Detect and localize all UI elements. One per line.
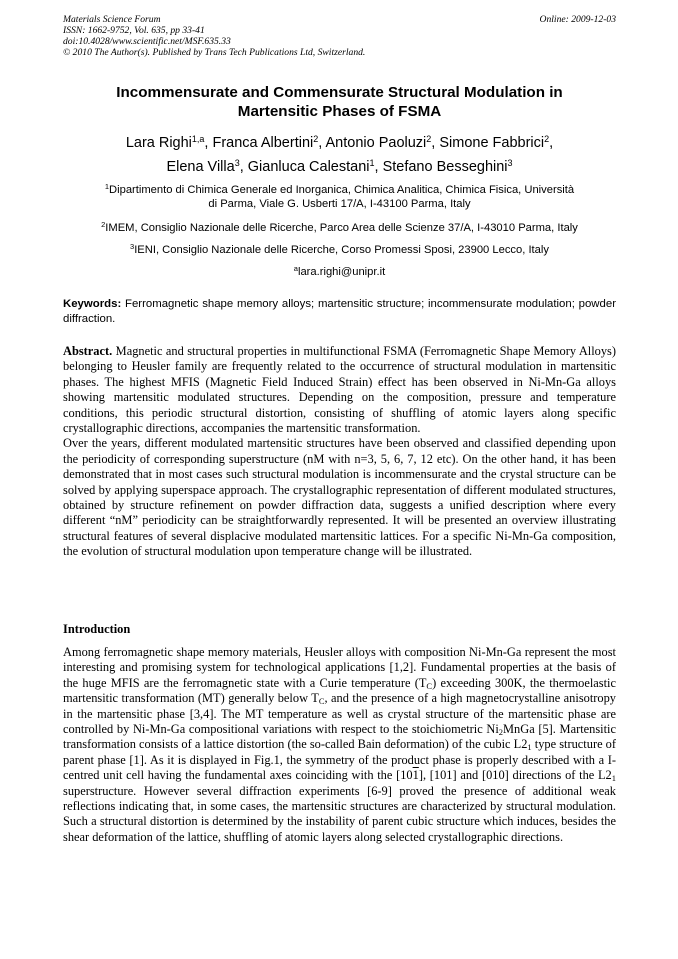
- author-sup: 2: [313, 134, 319, 144]
- affiliation-sup: a: [293, 264, 298, 273]
- copyright-line: © 2010 The Author(s). Published by Trans Tech Publications Ltd, Switzerland.: [63, 47, 366, 58]
- journal-name: Materials Science Forum: [63, 14, 161, 25]
- author-list: [63, 131, 616, 179]
- affiliation-sup: 1: [104, 182, 110, 191]
- email-text: lara.righi@unipr.it: [297, 266, 386, 278]
- affiliation-sup: 2: [101, 220, 106, 229]
- author-sup: 1,a: [191, 134, 205, 144]
- author-sup: 3: [507, 158, 513, 168]
- author-sup: 2: [544, 134, 550, 144]
- author-sup: 2: [426, 134, 432, 144]
- abstract-label: Abstract.: [63, 344, 113, 358]
- affiliation-text: di Parma, Viale G. Usberti 17/A, I-43100 Parma, Italy: [208, 198, 471, 210]
- author-name: Stefano Besseghini: [382, 159, 508, 175]
- paper-title: [63, 83, 616, 121]
- author-line: Lara Righi$^{1,a}$, Franca Albertini$^2$, Antonio Paoluzi$^2$, Simone Fabbrici$^2$,: [125, 134, 554, 151]
- overline-index: 1: [412, 768, 419, 783]
- author-name: Elena Villa: [166, 159, 235, 175]
- keywords-label: Keywords:: [63, 298, 122, 310]
- author-name: Simone Fabbrici: [439, 135, 545, 151]
- affiliation-2: [63, 221, 616, 235]
- author-name: Antonio Paoluzi: [325, 135, 427, 151]
- abstract-paragraph: Over the years, different modulated martensitic structures have been observed and classified depending upon the periodicity of corresponding superstructure (nM with n=3, 5, 6, 7, 12 etc). On the other hand, it has been demonstrated that in most cases such structural modulation is incommensurate and the crystal structure can be solved by applying superspace approach. The crystallographic representation of different modulated structures, obtained by structure refinement on powder diffraction data, suggests a unified description where every different “nM” periodicity can be straightforwardly represented. It will be presented an overview illustrating structural features of several displacive modulated martensitic lattices. For a specific Ni-Mn-Ga composition, the evolution of structural modulation upon temperature change will be illustrated.: [63, 436, 616, 559]
- title-line: Incommensurate and Commensurate Structural Modulation in: [116, 84, 563, 101]
- affiliation-text: IMEM, Consiglio Nazionale delle Ricerche, Parco Area delle Scienze 37/A, I-43010 Parma, Italy: [105, 222, 578, 234]
- doi-line: doi:10.4028/www.scientific.net/MSF.635.33: [63, 36, 231, 47]
- keywords: [63, 297, 616, 327]
- author-name: Gianluca Calestani: [247, 159, 370, 175]
- author-name: Franca Albertini: [212, 135, 314, 151]
- abstract: [63, 344, 616, 560]
- corresponding-email: [63, 265, 616, 279]
- author-name: Lara Righi: [125, 135, 192, 151]
- affiliation-sup: 3: [130, 242, 135, 251]
- abstract-paragraph: Magnetic and structural properties in multifunctional FSMA (Ferromagnetic Shape Memory Alloys) belonging to Heusler family are frequently related to the occurrence of structural modulation in martensitic phases. The highest MFIS (Magnetic Field Induced Strain) effect has been observed in Ni-Mn-Ga alloys showing martensitic modulated structures. Depending on the composition, pressure and temperature conditions, this periodic structural distortion, consisting of shuffling of atomic layers along specific crystallographic directions, accompanies the martensitic transformation.: [63, 344, 616, 436]
- section-heading-introduction: Introduction: [63, 622, 131, 636]
- issn-line: ISSN: 1662-9752, Vol. 635, pp 33-41: [63, 25, 205, 36]
- keywords-text: Ferromagnetic shape memory alloys; martensitic structure; incommensurate modulation; powder diffraction.: [63, 298, 616, 325]
- title-line: Martensitic Phases of FSMA: [237, 103, 442, 120]
- journal-header: [63, 14, 616, 58]
- affiliation-text: Dipartimento di Chimica Generale ed Inorganica, Chimica Analitica, Chimica Fisica, Università: [109, 184, 575, 196]
- author-sup: 3: [234, 158, 240, 168]
- author-line: Elena Villa$^3$, Gianluca Calestani$^1$, Stefano Besseghini$^3$: [166, 158, 513, 175]
- affiliation-1: [63, 183, 616, 211]
- author-sup: 1: [369, 158, 375, 168]
- introduction-paragraph: Among ferromagnetic shape memory materials, Heusler alloys with composition Ni-Mn-Ga represent the most interesting and promising system for technological applications [1,2]. Fundamental properties at the basis of the huge MFIS are the ferromagnetic state with a Curie temperature $(T_C)$ exceeding 300K, the thermoelastic martensitic transformation (MT) generally below $T_C$, and the presence of a high magnetocrystalline anisotropy in the martensitic phase [3,4]. The MT temperature as well as crystal structure of the martensitic phase are controlled by Ni-Mn-Ga compositional variations with respect to the stoichiometric $Ni_2MnGa$ [5]. Martensitic transformation consists of a lattice distortion (the so-called Bain deformation) of the cubic $L2_1$ type structure of parent phase [1]. As it is displayed in Fig.1, the symmetry of the product phase is properly described with a I-centred unit cell having the fundamental axes coinciding with the [101], [101] and [010] directions of the $L2_1$ superstructure. However several diffraction experiments [6-9] proved the presence of additional weak reflections indicating that, in some cases, the martensitic structures are characterized by structural modulation. Such a structural distortion is determined by the instability of parent cubic structure which induces, besides the shear deformation of the lattice, shuffling of atomic layers along selected crystallographic directions.: [63, 645, 617, 844]
- online-date: Online: 2009-12-03: [539, 14, 616, 25]
- affiliation-3: [63, 243, 616, 257]
- affiliation-text: IENI, Consiglio Nazionale delle Ricerche, Corso Promessi Sposi, 23900 Lecco, Italy: [134, 244, 549, 256]
